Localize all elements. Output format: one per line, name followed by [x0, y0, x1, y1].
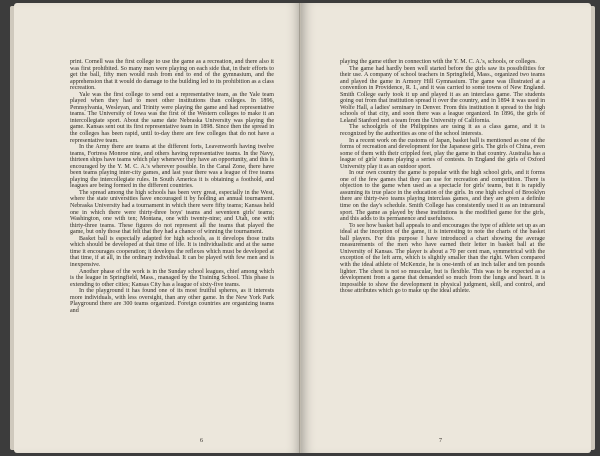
- paragraph: In the playground it has found one of its most fruitful spheres, as it interests more individuals, with less oversight, than any other game. In the New York Park Playground there are 300 teams organized. Foreign countries are organizing teams and: [70, 288, 274, 314]
- paragraph: To see how basket ball appeals to and encourages the type of athlete set up as an ideal at the inception of the game, it is interesting to note the charts of the basket ball players. For this purpose I have introduced a chart showing the average measurements of the men who have earned their letter in basket ball at the University of Kansas. The player is about a 70 per cent man, symmetrical with the exception of the left arm, which is slightly smaller than the right. When compared with the ideal athlete of McKenzie, he is one-tenth of an inch taller and ten pounds lighter. The chest is not so muscular, but is flexible. This was to be expected as a development from a game that demanded so much from the lungs and heart. It is impossible to show the development in physical judgment, skill, and control, and those attributes which go to make up the ideal athlete.: [340, 222, 545, 295]
- paragraph: playing the game either in connection with the Y. M. C. A.'s, schools, or colleges.: [340, 59, 537, 65]
- right-page: [301, 3, 591, 453]
- paragraph: Another phase of the work is in the Sunday school leagues, chief among which is the league in Springfield, Mass., managed by the Training School. This phase is extending to other cities; Kansas City has a league of sixty-five teams.: [70, 268, 274, 288]
- right-text-column: [340, 59, 545, 295]
- paragraph: In our own country the game is popular with the high school girls, and it forms one of the few games that they can use for recreation and competition. There is objection to the game when used as a spectacle for girls' teams, but it is rapidly assuming its true place in the education of the girls. In one high school of Brooklyn there are thirty-two teams playing interclass games, and they are given a definite time on the day's schedule. Smith College has consistently used it as an intramural sport. The game as played by these institutions is the modified game for the girls, and this adds to its permanence and usefulness.: [340, 170, 545, 223]
- paragraph: Yale was the first college to send out a representative team, as the Yale team played when they had to meet other institutions than colleges. In 1896, Pennsylvania, Wesleyan, and Trinity were playing the game and had representative teams. The University of Iowa was the first of the Western colleges to make it an intercollegiate sport. About the same date Nebraska University was playing the game. Kansas sent out its first representative team in 1898. Since then the spread in the colleges has been rapid, until to-day there are few colleges that do not have a representative team.: [70, 91, 274, 144]
- paragraph: The schoolgirls of the Philippines are using it as a class game, and it is recognized by the authorities as one of the school interests.: [340, 124, 545, 138]
- paragraph: Basket ball is especially adapted for high schools, as it develops those traits which should be developed at that time of life. It is individualistic and at the same time it encourages cooperation; it develops the reflexes which must be developed at that time, if at all, in the ordinary individual. It can be played with few men and is inexpensive.: [70, 235, 274, 268]
- paragraph: In a recent work on the customs of Japan, basket ball is mentioned as one of the forms of recreation and development for the Japanese girls. The girls of China, even some of them with their crippled feet, play the game in that country. Australia has a league of girls' teams playing a series of contests. In England the girls of Oxford University play it as an outdoor sport.: [340, 137, 545, 170]
- paragraph: print. Cornell was the first college to use the game as a recreation, and there also it was first prohibited. So many men were playing on each side that, in their efforts to get the ball, fifty men would rush from end to end of the gymnasium, and the apprehension that it would do damage to the building led to its prohibition as a class recreation.: [70, 59, 274, 92]
- paragraph: In the Army there are teams at the different forts, Leavenworth having twelve teams, Fortress Monroe nine, and others having representative teams. In the Navy, thirteen ships have teams which play whenever they have an opportunity, and this is encouraged by the Y. M. C. A.'s wherever possible. In the Canal Zone, there have been teams playing inter-city games, and last year there was a league of five teams playing the intercollegiate rules. In South America it is obtaining a foothold, and leagues are being formed in the different countries.: [70, 144, 274, 190]
- page-number: 6: [200, 438, 203, 444]
- left-page: [14, 3, 301, 453]
- paragraph: The spread among the high schools has been very great, especially in the West, where the state universities have encouraged it by holding an annual tournament. Nebraska University had a tournament in which there were fifty teams; Kansas held one in which there were thirty-three boys' teams and seventeen girls' teams; Washington, one with ten; Montana, one with twenty-nine; and Utah, one with thirty-three teams. These figures do not represent all the teams that played the game, but only those that felt that they had a chance of winning the tournament.: [70, 189, 274, 236]
- page-edge-right: [591, 6, 595, 450]
- page-number: 7: [439, 438, 442, 444]
- left-text-column: [70, 59, 274, 314]
- paragraph: The game had hardly been well started before the girls saw its possibilities for their use. A company of school teachers in Springfield, Mass., organized two teams and played the game in Armory Hill Gymnasium. The game was illustrated at a convention in Providence, R. I., and it was carried to some towns of New England. Smith College early took it up and played it as an interclass game. The students going out from that institution spread it over the country, and in 1894 it was used in Wolfe Hall, a ladies' seminary in Denver. From this institution it spread to the high schools of that city, and soon there was a league organized. In 1896, the girls of Leland Stanford met a team from the University of California.: [340, 65, 545, 124]
